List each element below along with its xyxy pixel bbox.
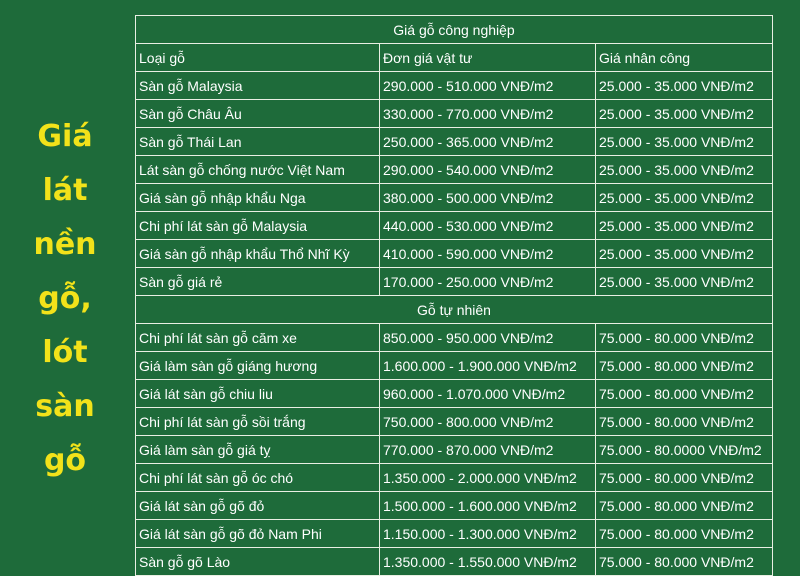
cell-wood-type: Chi phí lát sàn gỗ sồi trắng	[136, 408, 380, 436]
cell-labor-price: 25.000 - 35.000 VNĐ/m2	[596, 184, 773, 212]
cell-material-price: 850.000 - 950.000 VNĐ/m2	[380, 324, 596, 352]
cell-material-price: 1.600.000 - 1.900.000 VNĐ/m2	[380, 352, 596, 380]
cell-wood-type: Giá lát sàn gỗ gõ đỏ Nam Phi	[136, 520, 380, 548]
section-title-industrial: Giá gỗ công nghiệp	[136, 16, 773, 44]
section-row-industrial	[136, 16, 773, 44]
cell-material-price: 290.000 - 510.000 VNĐ/m2	[380, 72, 596, 100]
cell-labor-price: 75.000 - 80.000 VNĐ/m2	[596, 408, 773, 436]
cell-labor-price: 25.000 - 35.000 VNĐ/m2	[596, 72, 773, 100]
side-title-word: lát	[42, 173, 88, 208]
cell-labor-price: 25.000 - 35.000 VNĐ/m2	[596, 100, 773, 128]
cell-material-price: 250.000 - 365.000 VNĐ/m2	[380, 128, 596, 156]
cell-labor-price: 25.000 - 35.000 VNĐ/m2	[596, 156, 773, 184]
side-title	[0, 110, 130, 488]
cell-material-price: 1.350.000 - 2.000.000 VNĐ/m2	[380, 464, 596, 492]
cell-wood-type: Giá làm sàn gỗ giá tỵ	[136, 436, 380, 464]
cell-wood-type: Sàn gỗ Thái Lan	[136, 128, 380, 156]
table-row	[136, 352, 773, 380]
side-title-word: sàn	[35, 389, 95, 424]
cell-wood-type: Giá sàn gỗ nhập khẩu Thổ Nhĩ Kỳ	[136, 240, 380, 268]
cell-wood-type: Giá lát sàn gỗ chiu liu	[136, 380, 380, 408]
table-row	[136, 408, 773, 436]
section-title-natural: Gỗ tự nhiên	[136, 296, 773, 324]
cell-labor-price: 75.000 - 80.000 VNĐ/m2	[596, 548, 773, 576]
table-row	[136, 464, 773, 492]
table-row	[136, 520, 773, 548]
table-row	[136, 324, 773, 352]
section-row-natural	[136, 296, 773, 324]
cell-labor-price: 75.000 - 80.000 VNĐ/m2	[596, 324, 773, 352]
cell-wood-type: Sàn gỗ gõ Lào	[136, 548, 380, 576]
cell-wood-type: Giá lát sàn gỗ gõ đỏ	[136, 492, 380, 520]
table-row	[136, 548, 773, 576]
table-row	[136, 268, 773, 296]
cell-wood-type: Giá sàn gỗ nhập khẩu Nga	[136, 184, 380, 212]
side-title-word: gỗ,	[38, 281, 92, 316]
cell-material-price: 290.000 - 540.000 VNĐ/m2	[380, 156, 596, 184]
cell-labor-price: 75.000 - 80.000 VNĐ/m2	[596, 380, 773, 408]
cell-labor-price: 25.000 - 35.000 VNĐ/m2	[596, 212, 773, 240]
header-row	[136, 44, 773, 72]
table-row	[136, 212, 773, 240]
cell-material-price: 750.000 - 800.000 VNĐ/m2	[380, 408, 596, 436]
cell-wood-type: Sàn gỗ Malaysia	[136, 72, 380, 100]
side-title-word: Giá	[37, 119, 93, 154]
header-material-price: Đơn giá vật tư	[380, 44, 596, 72]
table-row	[136, 240, 773, 268]
side-title-word: lót	[42, 335, 88, 370]
cell-material-price: 380.000 - 500.000 VNĐ/m2	[380, 184, 596, 212]
cell-labor-price: 75.000 - 80.000 VNĐ/m2	[596, 464, 773, 492]
header-labor-price: Giá nhân công	[596, 44, 773, 72]
cell-labor-price: 75.000 - 80.000 VNĐ/m2	[596, 520, 773, 548]
cell-material-price: 1.150.000 - 1.300.000 VNĐ/m2	[380, 520, 596, 548]
table-row	[136, 184, 773, 212]
cell-labor-price: 75.000 - 80.000 VNĐ/m2	[596, 492, 773, 520]
cell-material-price: 170.000 - 250.000 VNĐ/m2	[380, 268, 596, 296]
cell-wood-type: Sàn gỗ Châu Âu	[136, 100, 380, 128]
table-row	[136, 492, 773, 520]
cell-labor-price: 25.000 - 35.000 VNĐ/m2	[596, 128, 773, 156]
table-row	[136, 72, 773, 100]
cell-wood-type: Sàn gỗ giá rẻ	[136, 268, 380, 296]
cell-material-price: 440.000 - 530.000 VNĐ/m2	[380, 212, 596, 240]
side-title-word: gỗ	[43, 443, 87, 478]
cell-labor-price: 25.000 - 35.000 VNĐ/m2	[596, 268, 773, 296]
table-row	[136, 436, 773, 464]
cell-labor-price: 75.000 - 80.0000 VNĐ/m2	[596, 436, 773, 464]
table-row	[136, 380, 773, 408]
price-table	[135, 15, 773, 576]
cell-wood-type: Chi phí lát sàn gỗ óc chó	[136, 464, 380, 492]
cell-material-price: 410.000 - 590.000 VNĐ/m2	[380, 240, 596, 268]
header-wood-type: Loại gỗ	[136, 44, 380, 72]
price-table-body	[136, 16, 773, 576]
cell-wood-type: Chi phí lát sàn gỗ Malaysia	[136, 212, 380, 240]
side-title-word: nền	[33, 227, 97, 262]
cell-wood-type: Lát sàn gỗ chống nước Việt Nam	[136, 156, 380, 184]
table-row	[136, 100, 773, 128]
table-row	[136, 128, 773, 156]
cell-material-price: 330.000 - 770.000 VNĐ/m2	[380, 100, 596, 128]
cell-material-price: 960.000 - 1.070.000 VNĐ/m2	[380, 380, 596, 408]
cell-wood-type: Giá làm sàn gỗ giáng hương	[136, 352, 380, 380]
cell-labor-price: 75.000 - 80.000 VNĐ/m2	[596, 352, 773, 380]
cell-material-price: 1.500.000 - 1.600.000 VNĐ/m2	[380, 492, 596, 520]
cell-wood-type: Chi phí lát sàn gỗ căm xe	[136, 324, 380, 352]
table-row	[136, 156, 773, 184]
cell-material-price: 1.350.000 - 1.550.000 VNĐ/m2	[380, 548, 596, 576]
cell-material-price: 770.000 - 870.000 VNĐ/m2	[380, 436, 596, 464]
cell-labor-price: 25.000 - 35.000 VNĐ/m2	[596, 240, 773, 268]
